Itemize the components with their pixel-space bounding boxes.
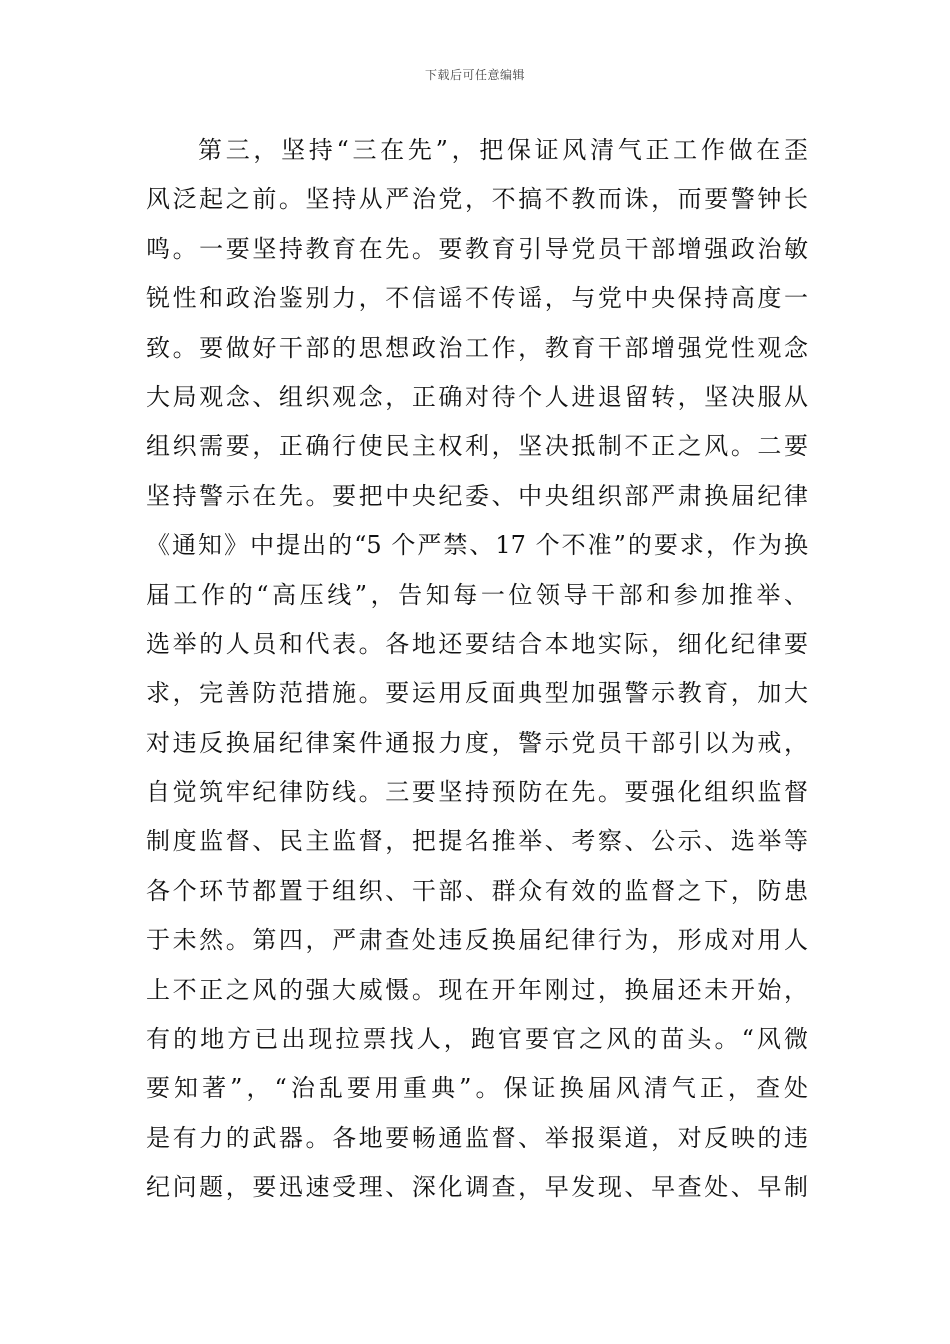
text-line: 届工作的“高压线”，告知每一位领导干部和参加推举、 [146, 580, 808, 609]
text-line: 是有力的武器。各地要畅通监督、举报渠道，对反映的违 [146, 1123, 808, 1152]
text-line: 坚持警示在先。要把中央纪委、中央组织部严肃换届纪律 [146, 481, 808, 510]
text-line: 于未然。第四，严肃查处违反换届纪律行为，形成对用人 [146, 926, 808, 955]
text-line: 大局观念、组织观念，正确对待个人进退留转，坚决服从 [146, 382, 808, 411]
text-line: 选举的人员和代表。各地还要结合本地实际，细化纪律要 [146, 629, 808, 658]
text-line: 各个环节都置于组织、干部、群众有效的监督之下，防患 [146, 876, 808, 905]
body-paragraph [146, 126, 808, 1213]
text-line: 纪问题，要迅速受理、深化调查，早发现、早查处、早制 [146, 1173, 808, 1202]
text-line: 致。要做好干部的思想政治工作，教育干部增强党性观念 [146, 333, 808, 362]
text-line: 上不正之风的强大威慑。现在开年刚过，换届还未开始， [146, 975, 808, 1004]
text-line: 自觉筑牢纪律防线。三要坚持预防在先。要强化组织监督 [146, 778, 808, 807]
text-line: 风泛起之前。坚持从严治党，不搞不教而诛，而要警钟长 [146, 185, 808, 214]
text-line: 鸣。一要坚持教育在先。要教育引导党员干部增强政治敏 [146, 234, 808, 263]
text-line: 要知著”，“治乱要用重典”。保证换届风清气正，查处 [146, 1074, 808, 1103]
text-line: 第三，坚持“三在先”，把保证风清气正工作做在歪 [198, 136, 808, 164]
text-line: 锐性和政治鉴别力，不信谣不传谣，与党中央保持高度一 [146, 284, 808, 313]
text-line: 求，完善防范措施。要运用反面典型加强警示教育，加大 [146, 679, 808, 708]
text-line: 对违反换届纪律案件通报力度，警示党员干部引以为戒， [146, 728, 808, 757]
text-line: 制度监督、民主监督，把提名推举、考察、公示、选举等 [146, 827, 808, 856]
text-line: 组织需要，正确行使民主权利，坚决抵制不正之风。二要 [146, 432, 808, 461]
text-line: 《通知》中提出的“5 个严禁、17 个不准”的要求，作为换 [146, 531, 808, 560]
text-line: 有的地方已出现拉票找人，跑官要官之风的苗头。“风微 [146, 1025, 808, 1054]
page-header: 下载后可任意编辑 [424, 68, 525, 82]
